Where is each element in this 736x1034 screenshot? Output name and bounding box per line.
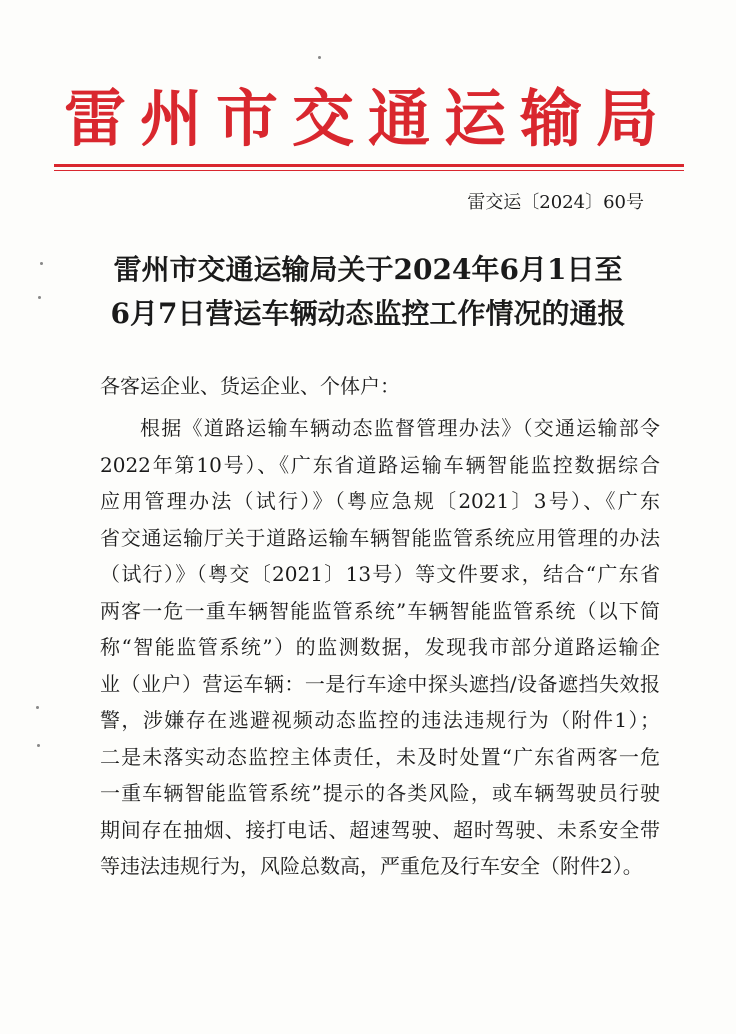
agency-masthead: 雷州市交通运输局: [63, 82, 672, 155]
body-line: 称“智能监管系统”）的监测数据，发现我市部分道路运输企: [100, 635, 660, 659]
scan-speck: [40, 262, 43, 265]
body-line: 二是未落实动态监控主体责任，未及时处置“广东省两客一危: [100, 744, 660, 769]
body-line: 一重车辆智能监管系统”提示的各类风险，或车辆驾驶员行驶: [100, 781, 660, 805]
document-number: 雷交运〔2024〕60号: [467, 192, 644, 213]
body-line: 警，涉嫌存在逃避视频动态监控的违法违规行为（附件1）；: [100, 708, 660, 732]
masthead-rule-thin: [54, 170, 684, 171]
body-line: （试行）》（粤交〔2021〕13号）等文件要求，结合“广东省: [100, 562, 660, 586]
body-line: 期间存在抽烟、接打电话、超速驾驶、超时驾驶、未系安全带: [100, 817, 660, 842]
body-paragraph: [100, 410, 660, 885]
scan-speck: [318, 56, 321, 59]
salutation: 各客运企业、货运企业、个体户：: [100, 374, 400, 398]
title-line-1: 雷州市交通运输局关于2024年6月1日至: [113, 253, 623, 286]
body-line: 两客一危一重车辆智能监管系统”车辆智能监管系统（以下简: [100, 598, 660, 623]
body-line: 等违法违规行为，风险总数高，严重危及行车安全（附件2）。: [100, 854, 643, 878]
body-line: 省交通运输厅关于道路运输车辆智能监管系统应用管理的办法: [100, 525, 660, 550]
body-line: 业（业户）营运车辆：一是行车途中探头遮挡/设备遮挡失效报: [100, 671, 660, 696]
body-line: 应用管理办法（试行）》（粤应急规〔2021〕3号）、《广东: [100, 489, 660, 513]
title-line-2: 6月7日营运车辆动态监控工作情况的通报: [110, 297, 626, 330]
scan-speck: [38, 296, 41, 299]
scan-speck: [36, 706, 39, 709]
scan-speck: [37, 744, 40, 747]
masthead-rule-thick: [54, 164, 684, 167]
body-line: 2022年第10号）、《广东省道路运输车辆智能监控数据综合: [100, 452, 660, 477]
document-title: [60, 248, 676, 336]
body-line: 根据《道路运输车辆动态监督管理办法》（交通运输部令: [140, 416, 660, 440]
